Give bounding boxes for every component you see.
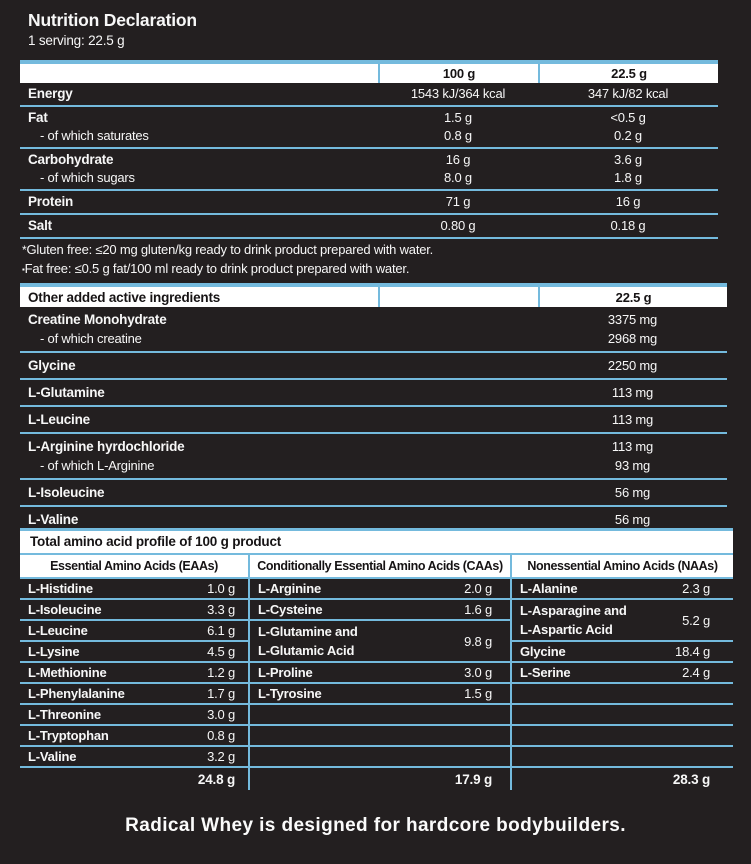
row-l-leucine xyxy=(20,407,727,434)
amino-acid-table xyxy=(20,528,733,790)
empty-row xyxy=(512,684,733,705)
row-label: L-Valine xyxy=(28,512,79,527)
ingredients-table xyxy=(20,283,727,534)
value-per-100g: 0.80 g xyxy=(440,218,476,233)
row-label: Carbohydrate xyxy=(28,152,114,167)
empty-row xyxy=(512,726,733,747)
row-value: 113 mg 93 mg xyxy=(611,439,654,473)
row-label: L-Leucine xyxy=(28,412,90,427)
row-value: 56 mg xyxy=(614,512,651,527)
amino-row: L-Histidine 1.0 g xyxy=(20,579,248,600)
row-sublabel: - of which creatine xyxy=(40,331,142,346)
amino-row: L-Serine 2.4 g xyxy=(512,663,733,684)
header-cell-22g: 22.5 g xyxy=(538,64,718,83)
row-glycine xyxy=(20,353,727,380)
header-cell-title: Other added active ingredients xyxy=(28,289,221,305)
header-naa: Nonessential Amino Acids (NAAs) xyxy=(510,555,733,577)
row-fat xyxy=(20,107,718,149)
column-caa xyxy=(248,579,510,790)
row-value: 113 mg xyxy=(611,412,654,427)
row-label: L-Glutamine xyxy=(28,385,105,400)
header-cell-100g: 100 g xyxy=(378,64,538,83)
empty-row xyxy=(250,705,510,726)
value-per-serving: 3.6 g 1.8 g xyxy=(614,152,642,185)
serving-size: 1 serving: 22.5 g xyxy=(28,33,125,48)
row-sublabel: - of which saturates xyxy=(40,128,149,143)
product-tagline: Radical Whey is designed for hardcore bodybuilders. xyxy=(125,815,626,836)
row-l-glutamine xyxy=(20,380,727,407)
row-label: L-Isoleucine xyxy=(28,485,105,500)
header-cell-empty xyxy=(20,64,378,83)
value-per-serving: 347 kJ/82 kcal xyxy=(587,86,669,101)
amino-row: Glycine 18.4 g xyxy=(512,642,733,663)
footnotes xyxy=(22,241,433,277)
row-creatine-monohydrate xyxy=(20,307,727,353)
column-eaa xyxy=(20,579,248,790)
amino-table-column-headers xyxy=(20,555,733,579)
amino-row: L-Isoleucine 3.3 g xyxy=(20,600,248,621)
row-label: Fat xyxy=(28,110,48,125)
amino-row: L-Arginine 2.0 g xyxy=(250,579,510,600)
row-label: Creatine Monohydrate xyxy=(28,312,167,327)
column-naa xyxy=(510,579,733,790)
row-protein xyxy=(20,191,718,215)
eaa-total: 24.8 g xyxy=(197,771,235,787)
value-per-100g: 71 g xyxy=(445,194,471,209)
empty-row xyxy=(512,747,733,768)
row-label: L-Arginine hyrdochloride xyxy=(28,439,185,454)
footnote-gluten-free: *Gluten free: ≤20 mg gluten/kg ready to drink product prepared with water. xyxy=(22,242,434,257)
row-l-isoleucine xyxy=(20,480,727,507)
row-label: Energy xyxy=(28,86,73,101)
header-eaa: Essential Amino Acids (EAAs) xyxy=(50,559,218,573)
row-carbohydrate xyxy=(20,149,718,191)
footnote-marker: * xyxy=(22,243,27,257)
row-label: Protein xyxy=(28,194,74,209)
row-value: 3375 mg 2968 mg xyxy=(607,312,658,346)
amino-row: L-Tryptophan 0.8 g xyxy=(20,726,248,747)
page-title: Nutrition Declaration xyxy=(28,10,197,30)
footnote-fat-free: ▪Fat free: ≤0.5 g fat/100 ml ready to drink product prepared with water. xyxy=(22,260,410,276)
amino-table-body xyxy=(20,579,733,790)
empty-row xyxy=(250,726,510,747)
row-value: 2250 mg xyxy=(607,358,658,373)
amino-row: L-Phenylalanine 1.7 g xyxy=(20,684,248,705)
header-cell-amount: 22.5 g xyxy=(538,287,727,307)
amino-row: L-Alanine 2.3 g xyxy=(512,579,733,600)
row-label: Glycine xyxy=(28,358,76,373)
amino-row-merged: L-Asparagine and L-Aspartic Acid 5.2 g xyxy=(512,600,733,642)
empty-row xyxy=(250,747,510,768)
value-per-100g: 1543 kJ/364 kcal xyxy=(410,86,506,101)
row-energy xyxy=(20,83,718,107)
value-per-100g: 16 g 8.0 g xyxy=(444,152,472,185)
caa-total: 17.9 g xyxy=(454,771,492,787)
amino-row: L-Lysine 4.5 g xyxy=(20,642,248,663)
header-caa: Conditionally Essential Amino Acids (CAAs) xyxy=(248,555,510,577)
empty-row xyxy=(512,705,733,726)
naa-total: 28.3 g xyxy=(672,771,710,787)
amino-table-title: Total amino acid profile of 100 g product xyxy=(20,528,733,555)
value-per-serving: 16 g xyxy=(615,194,641,209)
nutrition-table-header xyxy=(20,60,718,83)
row-value: 56 mg xyxy=(614,485,651,500)
ingredients-table-header xyxy=(20,283,727,307)
row-value: 113 mg xyxy=(611,385,654,400)
amino-row-merged: L-Glutamine and L-Glutamic Acid 9.8 g xyxy=(250,621,510,663)
amino-row: L-Cysteine 1.6 g xyxy=(250,600,510,621)
header-cell-empty xyxy=(378,287,538,307)
footnote-marker: ▪ xyxy=(22,264,25,274)
row-sublabel: - of which L-Arginine xyxy=(40,458,155,473)
row-l-arginine-hcl xyxy=(20,434,727,480)
value-per-serving: <0.5 g 0.2 g xyxy=(610,110,646,143)
row-label: Salt xyxy=(28,218,52,233)
amino-row: L-Proline 3.0 g xyxy=(250,663,510,684)
row-salt xyxy=(20,215,718,239)
row-sublabel: - of which sugars xyxy=(40,170,135,185)
amino-row: L-Leucine 6.1 g xyxy=(20,621,248,642)
amino-row: L-Threonine 3.0 g xyxy=(20,705,248,726)
amino-row: L-Tyrosine 1.5 g xyxy=(250,684,510,705)
amino-row: L-Valine 3.2 g xyxy=(20,747,248,768)
value-per-serving: 0.18 g xyxy=(610,218,646,233)
nutrition-table xyxy=(20,60,718,239)
amino-row: L-Methionine 1.2 g xyxy=(20,663,248,684)
value-per-100g: 1.5 g 0.8 g xyxy=(444,110,472,143)
